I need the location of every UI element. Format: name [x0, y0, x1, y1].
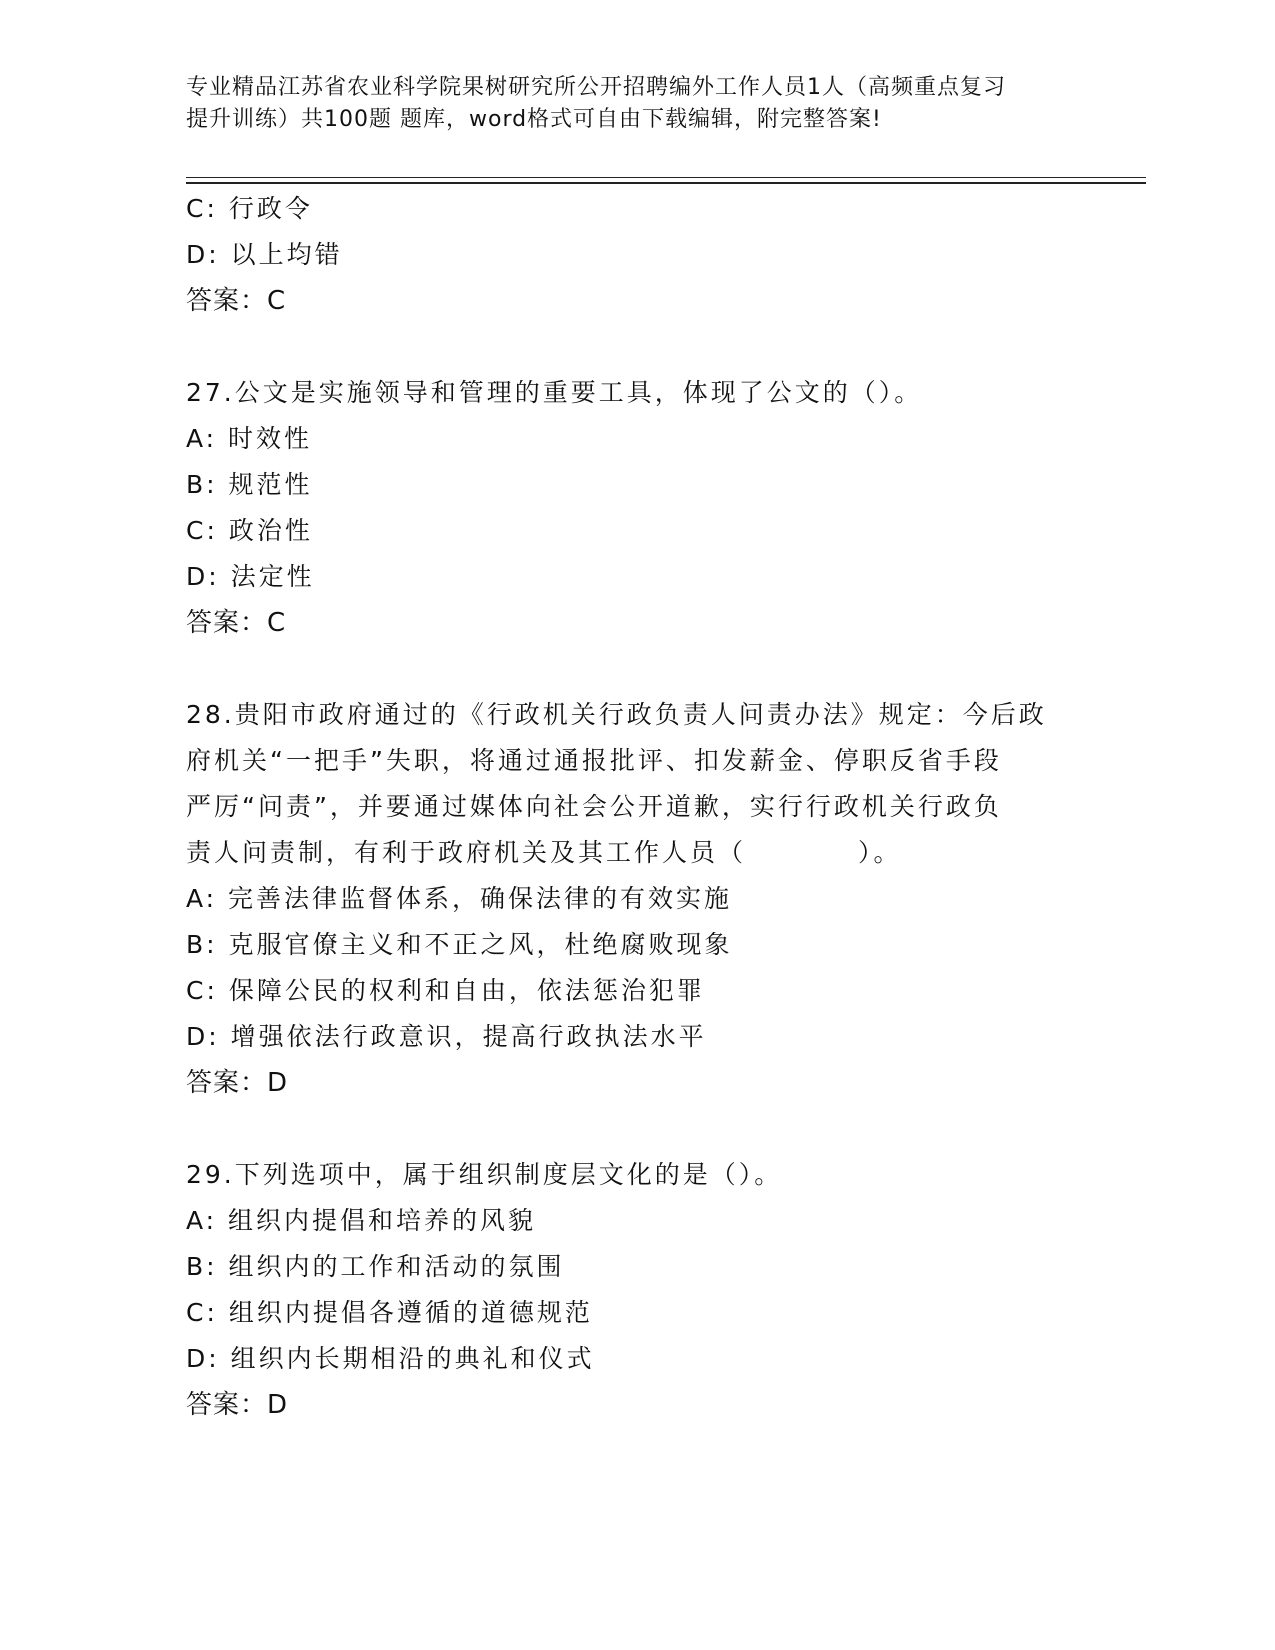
option-c: C: 组织内提倡各遵循的道德规范 [186, 1298, 593, 1327]
option-d: D: 组织内长期相沿的典礼和仪式 [186, 1344, 595, 1373]
spacer [186, 1106, 1086, 1152]
option-b: B: 规范性 [186, 470, 313, 499]
question-stem: 府机关“一把手”失职，将通过通报批评、扣发薪金、停职反省手段 [186, 746, 1002, 775]
question-list [186, 186, 1086, 1428]
option-c: C: 行政令 [186, 194, 313, 223]
question-stem: 责人问责制，有利于政府机关及其工作人员（ ）。 [186, 838, 902, 867]
answer-line: 答案：D [186, 1390, 289, 1420]
spacer [186, 646, 1086, 692]
option-a: A: 时效性 [186, 424, 313, 453]
spacer [186, 324, 1086, 370]
option-c: C: 保障公民的权利和自由，依法惩治犯罪 [186, 976, 705, 1005]
question-stem: 29.下列选项中，属于组织制度层文化的是（）。 [186, 1160, 783, 1189]
question-27 [186, 370, 1086, 646]
question-stem: 严厉“问责”，并要通过媒体向社会公开道歉，实行行政机关行政负 [186, 792, 1002, 821]
header-title-line-1: 专业精品江苏省农业科学院果树研究所公开招聘编外工作人员1人（高频重点复习 [186, 75, 1006, 100]
option-a: A: 组织内提倡和培养的风貌 [186, 1206, 537, 1235]
header-divider [186, 177, 1146, 184]
header-title-line-2: 提升训练）共100题 题库，word格式可自由下载编辑，附完整答案! [186, 107, 882, 132]
option-d: D: 增强依法行政意识，提高行政执法水平 [186, 1022, 707, 1051]
option-b: B: 组织内的工作和活动的氛围 [186, 1252, 565, 1281]
question-28 [186, 692, 1086, 1106]
option-d: D: 以上均错 [186, 240, 343, 269]
option-c: C: 政治性 [186, 516, 313, 545]
question-stem: 27.公文是实施领导和管理的重要工具，体现了公文的（）。 [186, 378, 923, 407]
question-29 [186, 1152, 1086, 1428]
question-stem: 28.贵阳市政府通过的《行政机关行政负责人问责办法》规定：今后政 [186, 700, 1047, 729]
option-d: D: 法定性 [186, 562, 315, 591]
option-a: A: 完善法律监督体系，确保法律的有效实施 [186, 884, 733, 913]
answer-line: 答案：D [186, 1068, 289, 1098]
option-b: B: 克服官僚主义和不正之风，杜绝腐败现象 [186, 930, 733, 959]
page-header [186, 72, 1086, 136]
answer-line: 答案：C [186, 286, 287, 316]
answer-line: 答案：C [186, 608, 287, 638]
